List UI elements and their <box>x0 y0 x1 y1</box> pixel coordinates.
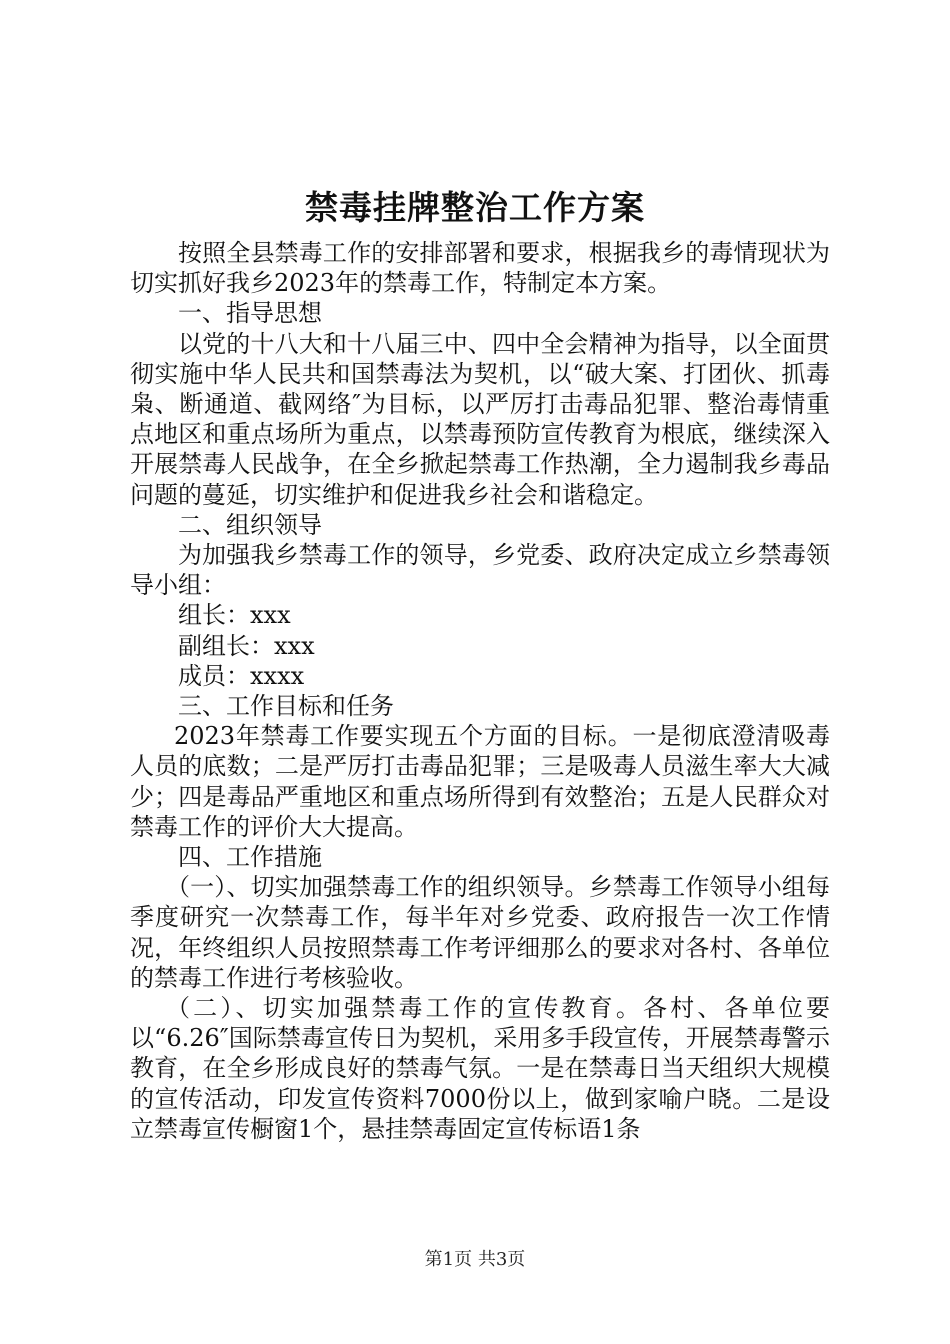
page-indicator: 第1页 共3页 <box>424 1249 526 1270</box>
document-title: 禁毒挂牌整治工作方案 <box>305 188 645 227</box>
document-body <box>130 238 830 1144</box>
members-line: 成员：xxxx <box>178 661 305 690</box>
section-heading-measures: 四、工作措施 <box>178 843 322 872</box>
section-heading-organization: 二、组织领导 <box>178 510 322 539</box>
measure-one-paragraph: （一）、切实加强禁毒工作的组织领导。乡禁毒工作领导小组每季度研究一次禁毒工作，每半年对乡党委、政府报告一次工作情况，年终组织人员按照禁毒工作考评细那么的要求对各村、各单位的禁毒工作进行考核验收。 <box>130 873 830 992</box>
measure-two-paragraph: （二）、切实加强禁毒工作的宣传教育。各村、各单位要以“6.26″国际禁毒宣传日为契机，采用多手段宣传，开展禁毒警示教育，在全乡形成良好的禁毒气氛。一是在禁毒日当天组织大规模的宣传活动，印发宣传资料7000份以上，做到家喻户晓。二是设立禁毒宣传橱窗1个，悬挂禁毒固定宣传标语1条 <box>130 994 830 1143</box>
section-heading-guiding-thought: 一、指导思想 <box>178 299 322 328</box>
team-leader-line: 组长：xxx <box>178 601 291 630</box>
guiding-thought-paragraph: 以党的十八大和十八届三中、四中全会精神为指导，以全面贯彻实施中华人民共和国禁毒法为契机，以“破大案、打团伙、抓毒枭、断通道、截网络″为目标，以严厉打击毒品犯罪、整治毒情重点地区和重点场所为重点，以禁毒预防宣传教育为根底，继续深入开展禁毒人民战争，在全乡掀起禁毒工作热潮，全力遏制我乡毒品问题的蔓延，切实维护和促进我乡社会和谐稳定。 <box>130 329 830 509</box>
organization-paragraph: 为加强我乡禁毒工作的领导，乡党委、政府决定成立乡禁毒领导小组： <box>130 541 830 600</box>
deputy-leader-line: 副组长：xxx <box>178 631 315 660</box>
intro-paragraph: 按照全县禁毒工作的安排部署和要求，根据我乡的毒情现状为切实抓好我乡2023年的禁毒工作，特制定本方案。 <box>130 239 830 298</box>
goals-paragraph: 2023年禁毒工作要实现五个方面的目标。一是彻底澄清吸毒人员的底数；二是严厉打击毒品犯罪；三是吸毒人员滋生率大大减少；四是毒品严重地区和重点场所得到有效整治；五是人民群众对禁毒工作的评价大大提高。 <box>130 722 830 841</box>
section-heading-goals: 三、工作目标和任务 <box>178 692 394 721</box>
